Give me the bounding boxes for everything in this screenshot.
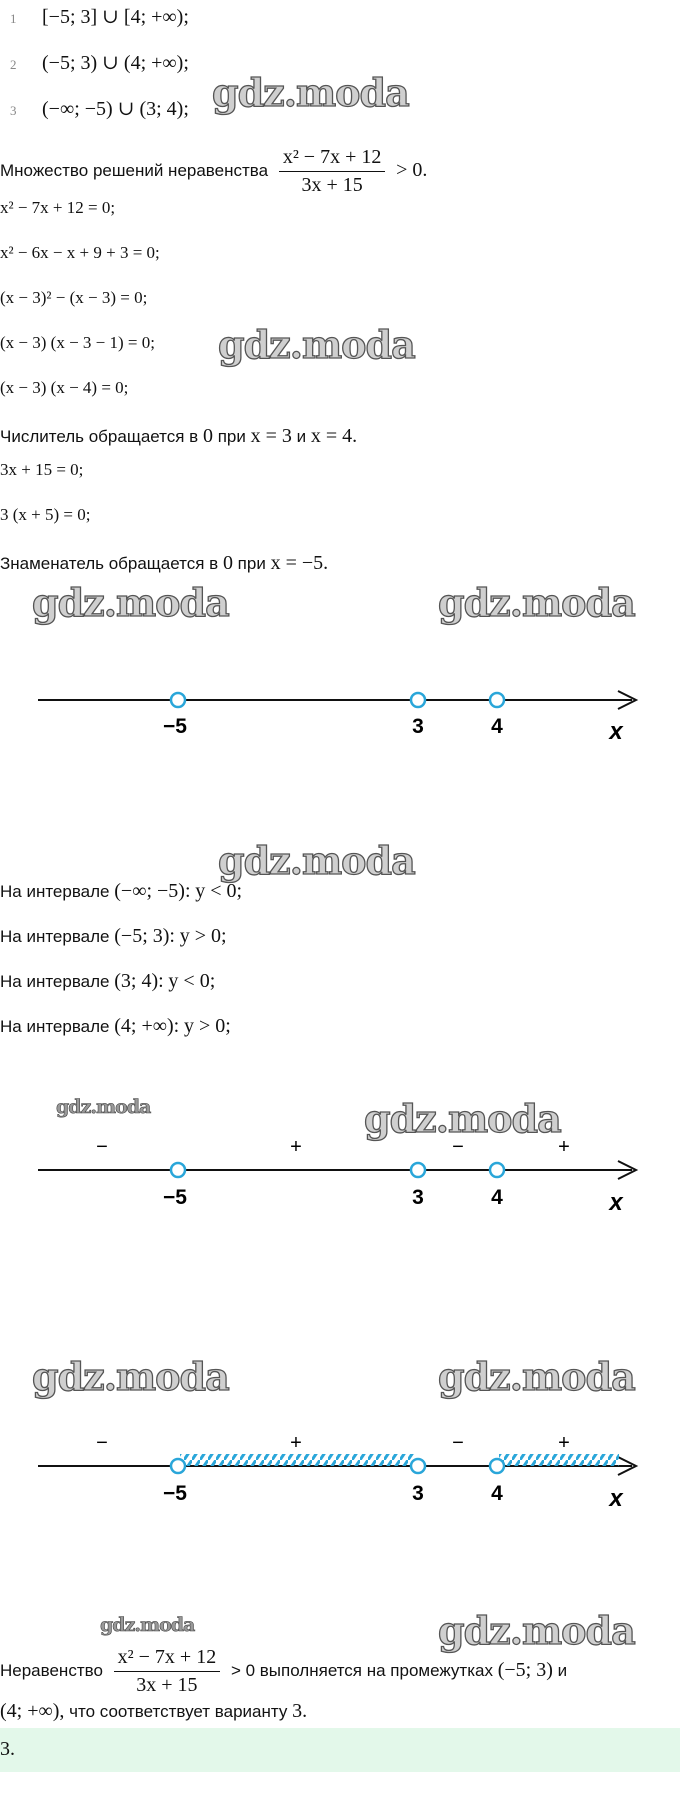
tick-label: −5 — [163, 715, 187, 738]
text: при — [237, 554, 266, 573]
conclusion — [0, 1646, 567, 1697]
sign-label: + — [558, 1136, 570, 1158]
sign-label: − — [452, 1432, 464, 1454]
interval: (−∞; −5): — [114, 880, 191, 902]
sign: y > 0; — [179, 925, 227, 947]
tick-label: 4 — [491, 1482, 503, 1505]
axis-label: x — [609, 1189, 623, 1216]
interval: (−5; 3): — [114, 925, 175, 947]
text: Знаменатель обращается в — [0, 554, 219, 573]
sign-label: + — [290, 1432, 302, 1454]
option-1 — [10, 4, 189, 29]
text: На интервале — [0, 927, 110, 946]
tick-label: 3 — [412, 1186, 424, 1209]
tick-label: 4 — [491, 715, 503, 738]
tick-label: 3 — [412, 1482, 424, 1505]
option-2 — [10, 50, 189, 75]
text: > 0 выполняется на промежутках — [230, 1660, 493, 1680]
option-3 — [10, 96, 189, 121]
open-point — [171, 1459, 185, 1473]
interval: (−5; 3) — [497, 1658, 553, 1681]
axis-label: x — [609, 718, 623, 745]
conclusion-fraction — [114, 1646, 221, 1697]
step-5: (x − 3) (x − 4) = 0; — [0, 378, 129, 397]
text: Неравенство — [0, 1660, 103, 1680]
option-number: 3 — [10, 103, 17, 118]
tick-label: 4 — [491, 1186, 503, 1209]
watermark: gdz.moda — [438, 580, 635, 625]
interval-line-2 — [0, 925, 227, 948]
text: что соответствует варианту — [69, 1702, 288, 1721]
text: На интервале — [0, 1017, 110, 1036]
denominator-step-1: 3x + 15 = 0; — [0, 460, 84, 479]
sign: y < 0; — [195, 880, 243, 902]
open-point — [411, 1459, 425, 1473]
text: при — [217, 427, 246, 446]
fraction-numerator: x² − 7x + 12 — [114, 1646, 221, 1672]
watermark: gdz.moda — [364, 1096, 561, 1141]
text: и — [296, 427, 307, 446]
tick-label: −5 — [163, 1186, 187, 1209]
math-zero: 0 — [202, 425, 213, 447]
numerator-zeros — [0, 425, 357, 448]
answer-box — [0, 1728, 680, 1772]
problem-fraction — [279, 146, 386, 197]
solution-interval-hatch — [180, 1454, 416, 1466]
step-1: x² − 7x + 12 = 0; — [0, 198, 116, 217]
interval-line-1 — [0, 880, 242, 903]
denominator-step-2: 3 (x + 5) = 0; — [0, 505, 91, 524]
tick-label: 3 — [412, 715, 424, 738]
interval: (4; +∞), — [0, 1700, 65, 1722]
open-point — [411, 693, 425, 707]
open-point — [490, 1163, 504, 1177]
math-root: x = −5. — [270, 552, 329, 574]
option-number: 1 — [10, 11, 17, 26]
option-number: 2 — [10, 57, 17, 72]
watermark: gdz.moda — [212, 70, 409, 115]
watermark: gdz.moda — [218, 322, 415, 367]
sign-label: + — [290, 1136, 302, 1158]
interval-line-3 — [0, 970, 215, 993]
open-point — [490, 1459, 504, 1473]
option-text: [−5; 3] ∪ [4; +∞); — [42, 6, 189, 28]
tick-label: −5 — [163, 1482, 187, 1505]
sign-label: + — [558, 1432, 570, 1454]
step-4: (x − 3) (x − 3 − 1) = 0; — [0, 333, 155, 352]
number-line-3 — [0, 1424, 680, 1524]
sign-label: − — [96, 1136, 108, 1158]
fraction-denominator: 3x + 15 — [136, 1674, 198, 1696]
step-2: x² − 6x − x + 9 + 3 = 0; — [0, 243, 160, 262]
option-text: (−∞; −5) ∪ (3; 4); — [42, 98, 189, 120]
option-text: (−5; 3) ∪ (4; +∞); — [42, 52, 189, 74]
variant: 3. — [292, 1700, 308, 1722]
watermark: gdz.moda — [438, 1608, 635, 1653]
sign: y > 0; — [183, 1015, 231, 1037]
solution-interval-hatch — [499, 1454, 619, 1466]
axis-label: x — [609, 1485, 623, 1512]
sign-label: − — [452, 1136, 464, 1158]
denominator-zero — [0, 552, 328, 575]
number-line-1 — [0, 660, 680, 750]
math-root: x = 4. — [310, 425, 358, 447]
interval-line-4 — [0, 1015, 231, 1038]
number-line-2 — [0, 1128, 680, 1228]
step-3: (x − 3)² − (x − 3) = 0; — [0, 288, 148, 307]
problem-tail: > 0. — [396, 158, 428, 181]
problem-statement — [0, 146, 427, 197]
problem-label: Множество решений неравенства — [0, 160, 269, 180]
math-zero: 0 — [222, 552, 233, 574]
open-point — [490, 693, 504, 707]
math-root: x = 3 — [250, 425, 292, 447]
conclusion-continued — [0, 1700, 307, 1723]
open-point — [411, 1163, 425, 1177]
watermark: gdz.moda — [100, 1614, 195, 1636]
watermark: gdz.moda — [32, 580, 229, 625]
text: На интервале — [0, 972, 110, 991]
interval: (4; +∞): — [114, 1015, 180, 1037]
text: и — [557, 1660, 568, 1680]
answer-text: 3. — [0, 1738, 15, 1760]
fraction-numerator: x² − 7x + 12 — [279, 146, 386, 172]
fraction-denominator: 3x + 15 — [301, 174, 363, 196]
watermark: gdz.moda — [438, 1354, 635, 1399]
sign-label: − — [96, 1432, 108, 1454]
open-point — [171, 1163, 185, 1177]
watermark: gdz.moda — [56, 1096, 151, 1118]
text: Числитель обращается в — [0, 427, 199, 446]
interval: (3; 4): — [114, 970, 164, 992]
text: На интервале — [0, 882, 110, 901]
open-point — [171, 693, 185, 707]
watermark: gdz.moda — [32, 1354, 229, 1399]
sign: y < 0; — [168, 970, 216, 992]
watermark: gdz.moda — [218, 838, 415, 883]
